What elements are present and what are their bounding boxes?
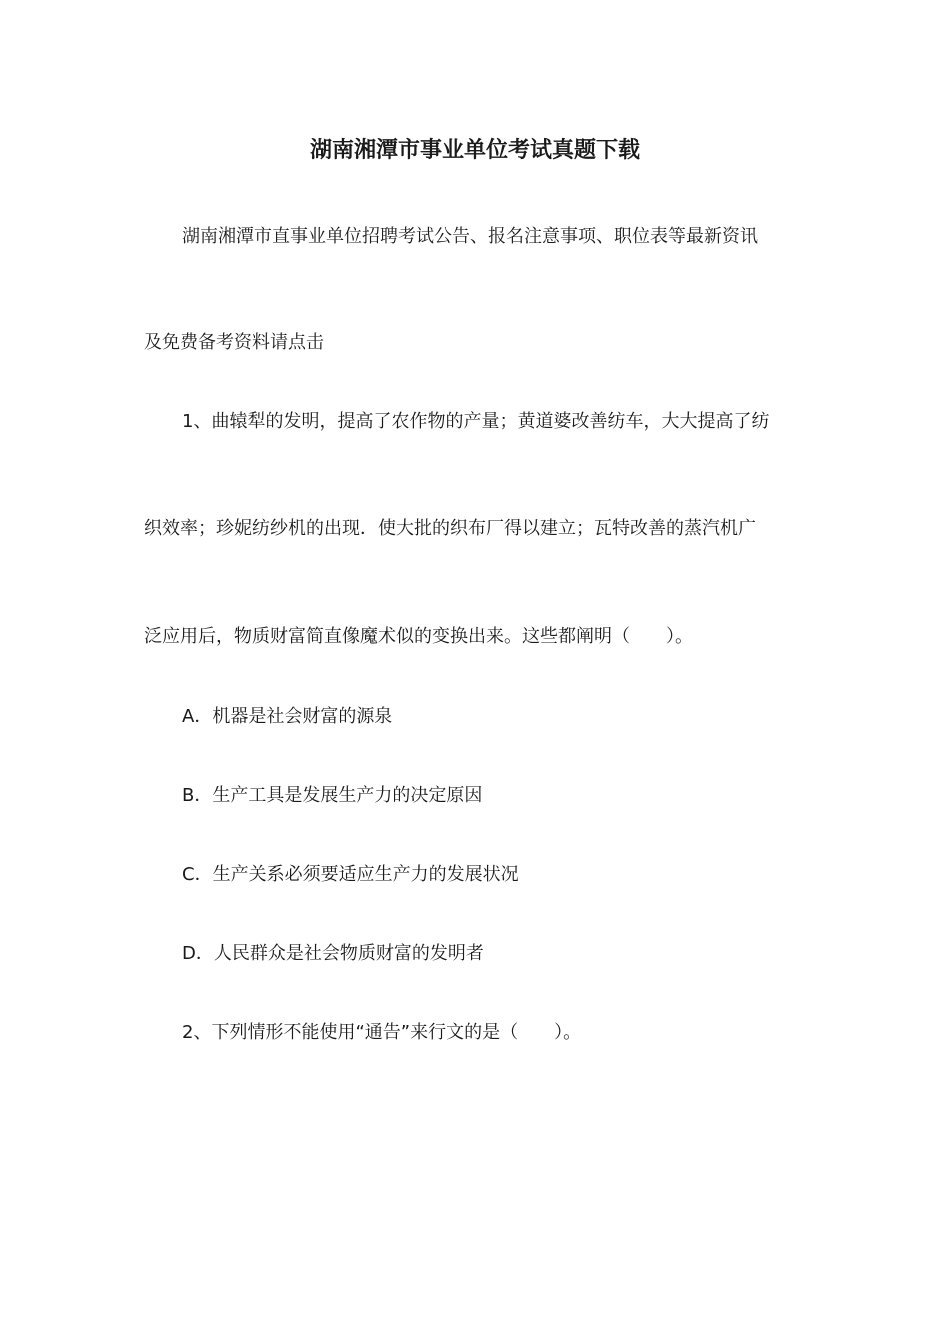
document-title: 湖南湘潭市事业单位考试真题下载: [309, 138, 640, 163]
option-d: D．人民群众是社会物质财富的发明者: [182, 943, 484, 964]
option-b: B．生产工具是发展生产力的决定原因: [182, 785, 483, 806]
intro-line-2: 及免费备考资料请点击: [144, 332, 324, 353]
question-1-line-1: 1、曲辕犁的发明，提高了农作物的产量；黄道婆改善纺车，大大提高了纺: [182, 411, 770, 432]
question-1-line-2: 织效率；珍妮纺纱机的出现．使大批的织布厂得以建立；瓦特改善的蒸汽机广: [144, 518, 756, 539]
question-1-line-3: 泛应用后，物质财富简直像魔术似的变换出来。这些都阐明（ ）。: [144, 626, 693, 647]
option-c: C．生产关系必须要适应生产力的发展状况: [182, 864, 519, 885]
intro-line-1: 湖南湘潭市直事业单位招聘考试公告、报名注意事项、职位表等最新资讯: [182, 226, 758, 247]
option-a: A．机器是社会财富的源泉: [182, 706, 393, 727]
question-2-line-1: 2、下列情形不能使用“通告”来行文的是（ ）。: [182, 1022, 582, 1043]
